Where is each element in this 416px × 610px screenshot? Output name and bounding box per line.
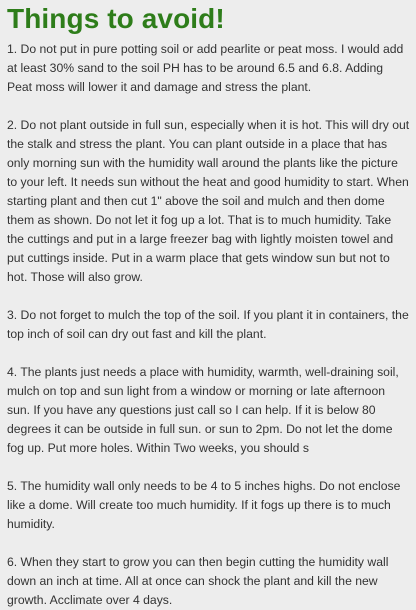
list-item-3: 3. Do not forget to mulch the top of the soil. If you plant it in containers, the top inch of soil can dry out fast and kill the plant. <box>7 308 409 341</box>
list-item-1: 1. Do not put in pure potting soil or add pearlite or peat moss. I would add at least 30% sand to the soil PH has to be around 6.5 and 6.8. Adding Peat moss will lower it and damage and stress the plant. <box>7 42 404 94</box>
list-item-6: 6. When they start to grow you can then begin cutting the humidity wall down an inch at time. All at once can shock the plant and kill the new growth. Acclimate over 4 days. <box>7 555 389 607</box>
page-title: Things to avoid! <box>7 3 225 34</box>
list-item-2: 2. Do not plant outside in full sun, especially when it is hot. This will dry out the stalk and stress the plant. You can plant outside in a place that has only morning sun with the humidity wall around the plants like the picture to your left. It needs sun without the heat and good humidity to start. When starting plant and then cut 1" above the soil and mulch and then dome them as shown. Do not let it fog up a lot. That is to much humidity. Take the cuttings and put in a large freezer bag with lightly moisten towel and put cuttings inside. Put in a warm place that gets window sun but not to hot. Those will also grow. <box>7 118 410 284</box>
list-item-5: 5. The humidity wall only needs to be 4 to 5 inches highs. Do not enclose like a dome. Will create too much humidity. If it fogs up there is to much humidity. <box>7 479 401 531</box>
list-item-4: 4. The plants just needs a place with humidity, warmth, well-draining soil, mulch on top and sun light from a window or morning or late afternoon sun. If you have any questions just call so I can help. If it is below 80 degrees it can be outside in full sun. or sun to 2pm. Do not let the dome fog up. Put more holes. Within Two weeks, you should s <box>7 365 399 455</box>
